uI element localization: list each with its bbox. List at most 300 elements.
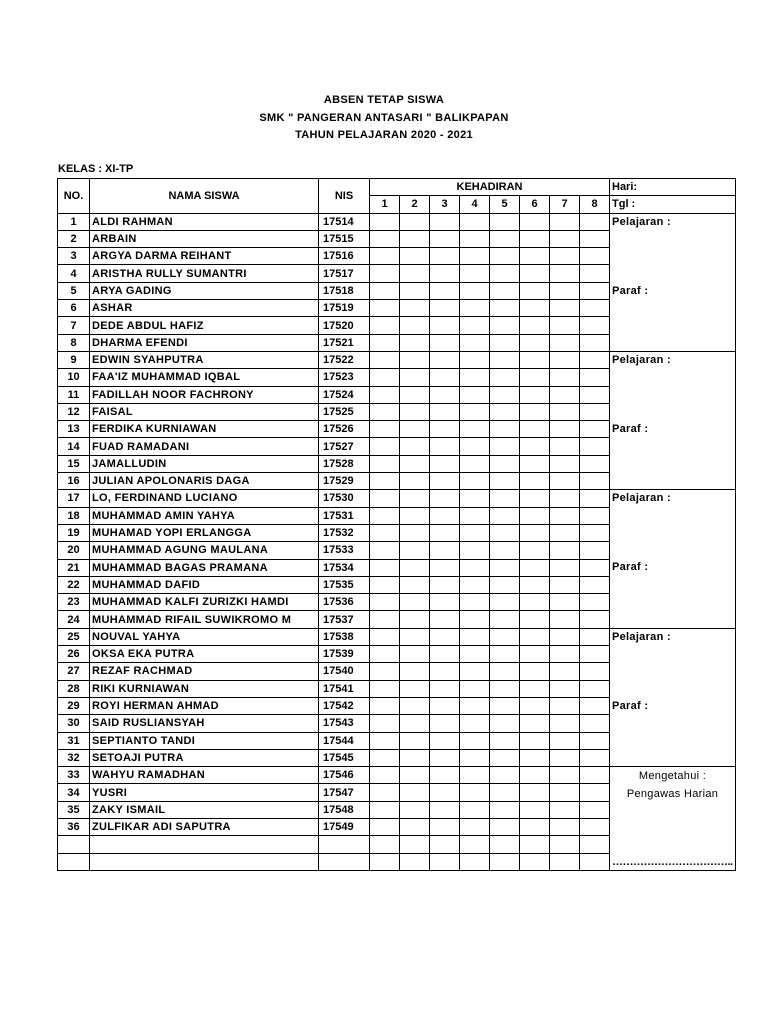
attendance-cell (430, 473, 460, 490)
attendance-cell (370, 386, 400, 403)
student-name: LO, FERDINAND LUCIANO (90, 490, 319, 507)
attendance-cell (490, 282, 520, 299)
attendance-cell (400, 317, 430, 334)
student-no: 15 (58, 455, 90, 472)
attendance-cell (580, 697, 610, 714)
attendance-cell (580, 403, 610, 420)
attendance-cell (580, 421, 610, 438)
attendance-cell (550, 576, 580, 593)
attendance-cell (520, 576, 550, 593)
student-name: ARISTHA RULLY SUMANTRI (90, 265, 319, 282)
col-header-no: NO. (58, 179, 90, 214)
student-no: 26 (58, 646, 90, 663)
attendance-cell (520, 334, 550, 351)
student-name: ALDI RAHMAN (90, 213, 319, 230)
student-nis: 17514 (319, 213, 370, 230)
student-nis: 17517 (319, 265, 370, 282)
student-name: ASHAR (90, 300, 319, 317)
attendance-cell (580, 732, 610, 749)
attendance-cell (580, 524, 610, 541)
attendance-cell (400, 213, 430, 230)
attendance-cell (520, 594, 550, 611)
attendance-cell (580, 801, 610, 818)
day-header: 3 (430, 196, 460, 213)
attendance-cell (550, 697, 580, 714)
attendance-cell (370, 801, 400, 818)
attendance-cell (550, 490, 580, 507)
attendance-cell (490, 628, 520, 645)
attendance-cell (430, 334, 460, 351)
student-name: SAID RUSLIANSYAH (90, 715, 319, 732)
student-nis: 17543 (319, 715, 370, 732)
attendance-cell (460, 732, 490, 749)
attendance-cell (520, 542, 550, 559)
col-header-kehadiran: KEHADIRAN (370, 179, 610, 196)
attendance-cell (460, 836, 490, 853)
attendance-cell (580, 853, 610, 870)
student-name: REZAF RACHMAD (90, 663, 319, 680)
attendance-cell (400, 265, 430, 282)
attendance-cell (550, 801, 580, 818)
attendance-cell (550, 628, 580, 645)
student-name: SETOAJI PUTRA (90, 749, 319, 766)
attendance-cell (550, 421, 580, 438)
attendance-cell (460, 282, 490, 299)
student-nis: 17549 (319, 818, 370, 835)
attendance-cell (460, 490, 490, 507)
attendance-cell (580, 334, 610, 351)
student-nis (319, 836, 370, 853)
student-no: 13 (58, 421, 90, 438)
attendance-cell (490, 715, 520, 732)
day-header: 5 (490, 196, 520, 213)
attendance-cell (430, 836, 460, 853)
pengawas-label: Pengawas Harian (626, 788, 719, 801)
attendance-cell (460, 230, 490, 247)
attendance-cell (430, 594, 460, 611)
attendance-cell (550, 265, 580, 282)
attendance-cell (400, 507, 430, 524)
attendance-cell (550, 230, 580, 247)
student-name: EDWIN SYAHPUTRA (90, 351, 319, 368)
attendance-cell (370, 421, 400, 438)
attendance-cell (490, 490, 520, 507)
attendance-cell (460, 611, 490, 628)
student-name: ZAKY ISMAIL (90, 801, 319, 818)
student-name: FAISAL (90, 403, 319, 420)
student-name: FUAD RAMADANI (90, 438, 319, 455)
attendance-cell (400, 767, 430, 784)
student-no: 23 (58, 594, 90, 611)
attendance-cell (550, 300, 580, 317)
student-no: 33 (58, 767, 90, 784)
attendance-cell (490, 455, 520, 472)
attendance-cell (580, 576, 610, 593)
student-name: MUHAMMAD RIFAIL SUWIKROMO M (90, 611, 319, 628)
attendance-cell (520, 473, 550, 490)
attendance-cell (490, 784, 520, 801)
attendance-cell (430, 818, 460, 835)
attendance-cell (430, 576, 460, 593)
attendance-cell (370, 818, 400, 835)
student-nis: 17538 (319, 628, 370, 645)
attendance-cell (430, 784, 460, 801)
attendance-cell (400, 455, 430, 472)
attendance-cell (490, 576, 520, 593)
attendance-cell (550, 248, 580, 265)
student-no: 34 (58, 784, 90, 801)
student-no: 6 (58, 300, 90, 317)
attendance-cell (460, 594, 490, 611)
attendance-cell (490, 438, 520, 455)
attendance-cell (490, 542, 520, 559)
attendance-cell (490, 473, 520, 490)
attendance-cell (430, 213, 460, 230)
attendance-cell (460, 853, 490, 870)
attendance-cell (520, 818, 550, 835)
attendance-cell (430, 732, 460, 749)
header-row-1 (58, 179, 736, 196)
attendance-cell (490, 265, 520, 282)
student-name: JULIAN APOLONARIS DAGA (90, 473, 319, 490)
attendance-cell (520, 784, 550, 801)
attendance-cell (520, 386, 550, 403)
attendance-cell (430, 369, 460, 386)
student-name: SEPTIANTO TANDI (90, 732, 319, 749)
attendance-cell (580, 715, 610, 732)
attendance-cell (520, 767, 550, 784)
attendance-cell (550, 282, 580, 299)
attendance-cell (460, 559, 490, 576)
student-nis: 17523 (319, 369, 370, 386)
attendance-cell (490, 611, 520, 628)
attendance-cell (490, 334, 520, 351)
attendance-cell (490, 230, 520, 247)
student-nis: 17528 (319, 455, 370, 472)
attendance-cell (430, 646, 460, 663)
attendance-cell (460, 767, 490, 784)
attendance-cell (550, 334, 580, 351)
attendance-cell (400, 421, 430, 438)
attendance-cell (460, 784, 490, 801)
attendance-cell (490, 836, 520, 853)
attendance-cell (520, 680, 550, 697)
attendance-cell (400, 351, 430, 368)
student-name: MUHAMMAD BAGAS PRAMANA (90, 559, 319, 576)
attendance-cell (490, 594, 520, 611)
attendance-cell (400, 611, 430, 628)
attendance-cell (400, 542, 430, 559)
attendance-cell (430, 317, 460, 334)
student-nis: 17529 (319, 473, 370, 490)
attendance-cell (370, 265, 400, 282)
attendance-cell (430, 351, 460, 368)
attendance-cell (400, 300, 430, 317)
attendance-cell (490, 732, 520, 749)
attendance-cell (490, 351, 520, 368)
attendance-cell (430, 611, 460, 628)
student-no: 16 (58, 473, 90, 490)
attendance-cell (430, 490, 460, 507)
attendance-cell (430, 403, 460, 420)
attendance-cell (370, 611, 400, 628)
attendance-table (57, 178, 736, 871)
student-no: 17 (58, 490, 90, 507)
attendance-cell (370, 542, 400, 559)
attendance-cell (490, 559, 520, 576)
attendance-cell (400, 646, 430, 663)
attendance-cell (580, 542, 610, 559)
student-no: 3 (58, 248, 90, 265)
attendance-cell (430, 386, 460, 403)
attendance-cell (580, 369, 610, 386)
day-header: 2 (400, 196, 430, 213)
attendance-cell (580, 611, 610, 628)
student-name: ARGYA DARMA REIHANT (90, 248, 319, 265)
school-name: SMK " PANGERAN ANTASARI " BALIKPAPAN (259, 112, 509, 124)
student-name: WAHYU RAMADHAN (90, 767, 319, 784)
attendance-cell (460, 576, 490, 593)
student-nis: 17525 (319, 403, 370, 420)
student-no: 7 (58, 317, 90, 334)
attendance-cell (520, 559, 550, 576)
student-no: 22 (58, 576, 90, 593)
attendance-cell (520, 697, 550, 714)
attendance-cell (520, 300, 550, 317)
day-header: 8 (580, 196, 610, 213)
attendance-cell (430, 455, 460, 472)
student-nis: 17520 (319, 317, 370, 334)
attendance-cell (400, 490, 430, 507)
attendance-cell (580, 386, 610, 403)
col-header-nis: NIS (319, 179, 370, 214)
day-header: 7 (550, 196, 580, 213)
student-no: 14 (58, 438, 90, 455)
student-no (58, 836, 90, 853)
attendance-cell (400, 369, 430, 386)
student-name: MUHAMMAD AMIN YAHYA (90, 507, 319, 524)
attendance-cell (580, 836, 610, 853)
attendance-cell (400, 784, 430, 801)
attendance-cell (370, 473, 400, 490)
attendance-cell (400, 248, 430, 265)
student-name: NOUVAL YAHYA (90, 628, 319, 645)
attendance-cell (460, 421, 490, 438)
attendance-cell (490, 386, 520, 403)
attendance-cell (430, 680, 460, 697)
attendance-cell (490, 317, 520, 334)
class-label: KELAS : XI-TP (58, 163, 134, 175)
attendance-cell (460, 369, 490, 386)
student-name: OKSA EKA PUTRA (90, 646, 319, 663)
pelajaran-label: Pelajaran : (612, 215, 671, 228)
student-name: FERDIKA KURNIAWAN (90, 421, 319, 438)
attendance-cell (430, 507, 460, 524)
attendance-cell (370, 369, 400, 386)
student-name: ROYI HERMAN AHMAD (90, 697, 319, 714)
student-nis: 17540 (319, 663, 370, 680)
attendance-cell (520, 749, 550, 766)
student-nis: 17515 (319, 230, 370, 247)
attendance-cell (370, 455, 400, 472)
attendance-cell (400, 559, 430, 576)
attendance-cell (490, 818, 520, 835)
attendance-cell (580, 438, 610, 455)
attendance-cell (370, 732, 400, 749)
day-header: 6 (520, 196, 550, 213)
student-name: ARBAIN (90, 230, 319, 247)
attendance-cell (460, 646, 490, 663)
student-name: MUHAMAD YOPI ERLANGGA (90, 524, 319, 541)
attendance-cell (580, 594, 610, 611)
attendance-cell (400, 334, 430, 351)
student-name: DEDE ABDUL HAFIZ (90, 317, 319, 334)
attendance-cell (400, 576, 430, 593)
attendance-cell (460, 697, 490, 714)
attendance-cell (490, 369, 520, 386)
attendance-cell (400, 473, 430, 490)
tgl-label: Tgl : (610, 196, 736, 213)
attendance-cell (400, 282, 430, 299)
doc-title: ABSEN TETAP SISWA (323, 94, 445, 106)
student-name (90, 853, 319, 870)
attendance-cell (370, 507, 400, 524)
attendance-cell (370, 853, 400, 870)
student-name: MUHAMMAD KALFI ZURIZKI HAMDI (90, 594, 319, 611)
attendance-cell (520, 282, 550, 299)
pelajaran-label: Pelajaran : (612, 492, 671, 505)
student-no: 25 (58, 628, 90, 645)
attendance-cell (550, 732, 580, 749)
attendance-cell (370, 438, 400, 455)
attendance-cell (490, 801, 520, 818)
attendance-cell (550, 663, 580, 680)
attendance-cell (460, 524, 490, 541)
student-no: 19 (58, 524, 90, 541)
attendance-cell (460, 455, 490, 472)
attendance-cell (550, 594, 580, 611)
attendance-cell (580, 317, 610, 334)
attendance-cell (550, 403, 580, 420)
student-no: 18 (58, 507, 90, 524)
attendance-cell (490, 680, 520, 697)
attendance-cell (460, 628, 490, 645)
student-nis: 17539 (319, 646, 370, 663)
attendance-cell (370, 230, 400, 247)
attendance-cell (460, 265, 490, 282)
student-nis: 17548 (319, 801, 370, 818)
attendance-cell (430, 628, 460, 645)
attendance-cell (520, 524, 550, 541)
student-nis (319, 853, 370, 870)
student-row (58, 628, 736, 645)
attendance-cell (430, 265, 460, 282)
student-no: 21 (58, 559, 90, 576)
attendance-cell (400, 836, 430, 853)
attendance-cell (550, 524, 580, 541)
attendance-cell (400, 697, 430, 714)
attendance-cell (400, 715, 430, 732)
student-no: 10 (58, 369, 90, 386)
attendance-cell (520, 213, 550, 230)
session-block (610, 351, 736, 489)
attendance-cell (580, 490, 610, 507)
attendance-cell (400, 818, 430, 835)
signature-line: …………………………….. (612, 856, 733, 869)
attendance-cell (400, 403, 430, 420)
attendance-cell (580, 351, 610, 368)
student-nis: 17530 (319, 490, 370, 507)
student-nis: 17535 (319, 576, 370, 593)
pelajaran-label: Pelajaran : (612, 353, 671, 366)
student-no: 24 (58, 611, 90, 628)
attendance-cell (580, 628, 610, 645)
attendance-cell (430, 663, 460, 680)
attendance-cell (490, 421, 520, 438)
attendance-cell (550, 438, 580, 455)
student-no: 1 (58, 213, 90, 230)
attendance-cell (520, 317, 550, 334)
student-name: MUHAMMAD DAFID (90, 576, 319, 593)
attendance-cell (490, 646, 520, 663)
attendance-cell (370, 490, 400, 507)
attendance-cell (550, 680, 580, 697)
attendance-cell (580, 300, 610, 317)
student-no: 4 (58, 265, 90, 282)
attendance-cell (550, 317, 580, 334)
attendance-cell (400, 438, 430, 455)
attendance-cell (520, 490, 550, 507)
student-name: ZULFIKAR ADI SAPUTRA (90, 818, 319, 835)
attendance-cell (370, 680, 400, 697)
student-no: 29 (58, 697, 90, 714)
attendance-cell (430, 715, 460, 732)
student-nis: 17524 (319, 386, 370, 403)
attendance-cell (370, 697, 400, 714)
paraf-label: Paraf : (612, 561, 649, 574)
attendance-cell (430, 559, 460, 576)
attendance-cell (520, 663, 550, 680)
attendance-cell (520, 248, 550, 265)
attendance-cell (580, 507, 610, 524)
attendance-cell (400, 663, 430, 680)
pelajaran-label: Pelajaran : (612, 630, 671, 643)
student-no: 20 (58, 542, 90, 559)
attendance-cell (400, 853, 430, 870)
attendance-cell (580, 680, 610, 697)
attendance-cell (430, 438, 460, 455)
attendance-cell (520, 628, 550, 645)
student-nis: 17547 (319, 784, 370, 801)
attendance-cell (430, 230, 460, 247)
attendance-cell (550, 853, 580, 870)
student-nis: 17534 (319, 559, 370, 576)
attendance-cell (370, 836, 400, 853)
attendance-cell (460, 438, 490, 455)
attendance-cell (550, 715, 580, 732)
day-header: 1 (370, 196, 400, 213)
attendance-cell (370, 715, 400, 732)
attendance-cell (490, 767, 520, 784)
student-nis: 17522 (319, 351, 370, 368)
attendance-cell (520, 801, 550, 818)
attendance-cell (580, 265, 610, 282)
attendance-cell (520, 507, 550, 524)
attendance-cell (550, 611, 580, 628)
student-no: 31 (58, 732, 90, 749)
attendance-cell (550, 836, 580, 853)
student-name: MUHAMMAD AGUNG MAULANA (90, 542, 319, 559)
